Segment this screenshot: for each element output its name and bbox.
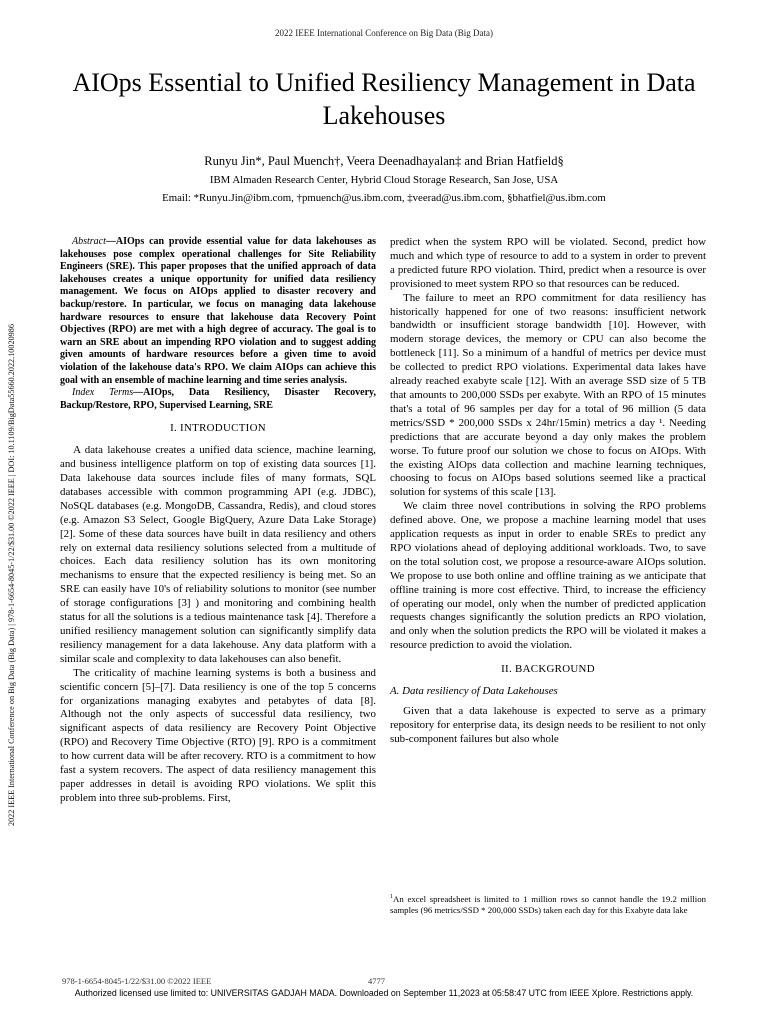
copyright-footer: 978-1-6654-8045-1/22/$31.00 ©2022 IEEE bbox=[62, 976, 212, 986]
right-column bbox=[390, 236, 706, 747]
subsection-heading-data-resiliency: A. Data resiliency of Data Lakehouses bbox=[390, 685, 558, 698]
footnote-text: An excel spreadsheet is limited to 1 million rows so cannot handle the 19.2 million samples (96 metrics/SSD * 200,000 SSDs) taken each day for this Exabyte data lake bbox=[390, 893, 706, 915]
intro-paragraph-3: predict when the system RPO will be violated. Second, predict how much and which type of resource to add to a system in order to prevent a predicted future RPO violation. Third, predict when a resource is over provisioned to meet system RPO so that resources can be reduced. bbox=[390, 236, 706, 290]
intro-paragraph-2: The criticality of machine learning systems is both a business and scientific concern [5]–[7]. Data resiliency is one of the top 5 concerns for organizations managing exabytes and petabytes of data [8]. Although not the only aspects of successful data resiliency, two significant aspects of data resiliency are Recovery Point Objective (RPO) and Recovery Time Objective (RTO) [9]. RPO is a commitment to how current data will be after recovery. RTO is a commitment to how fast a system recovers. The aspect of data resiliency management this paper addresses in detail is avoiding RPO violations. We split this problem into three sub-problems. First, bbox=[60, 666, 376, 804]
left-column bbox=[60, 236, 376, 806]
author-list: Runyu Jin*, Paul Muench†, Veera Deenadhayalan‡ and Brian Hatfield§ bbox=[204, 154, 564, 168]
affiliation: IBM Almaden Research Center, Hybrid Cloud Storage Research, San Jose, USA bbox=[209, 174, 559, 186]
paper-title: AIOps Essential to Unified Resiliency Management in Data Lakehouses bbox=[72, 68, 696, 130]
footnote-mark: 1 bbox=[390, 894, 393, 900]
conference-header: 2022 IEEE International Conference on Big Data (Big Data) bbox=[275, 28, 493, 38]
index-terms-label: Index Terms bbox=[72, 387, 134, 399]
side-citation-note bbox=[7, 196, 17, 826]
abstract bbox=[60, 236, 376, 387]
email-list: Email: *Runyu.Jin@ibm.com, †pmuench@us.ibm.com, ‡veerad@us.ibm.com, §bhatfiel@us.ibm.com bbox=[162, 192, 606, 204]
abstract-label: Abstract bbox=[72, 236, 106, 247]
footnote bbox=[390, 892, 706, 916]
section-heading-background: II. BACKGROUND bbox=[501, 663, 595, 676]
side-citation-text: 2022 IEEE International Conference on Big Data (Big Data) | 978-1-6654-8045-1/22/$31.00 ©2022 IEEE | DOI: 10.1109/BigData55660.2022.10020986 bbox=[7, 324, 16, 826]
section-heading-introduction: I. INTRODUCTION bbox=[170, 422, 266, 435]
index-terms-text: —AIOps, Data Resiliency, Disaster Recovery, Backup/Restore, RPO, Supervised Learning, SRE bbox=[60, 387, 376, 411]
authorization-notice: Authorized licensed use limited to: UNIVERSITAS GADJAH MADA. Downloaded on September 11,2023 at 05:58:47 UTC from IEEE Xplore. Restrictions apply. bbox=[74, 988, 694, 998]
index-terms bbox=[60, 387, 376, 412]
abstract-text: —AIOps can provide essential value for data lakehouses as lakehouses pose complex operational challenges for Site Reliability Engineers (SRE). This paper proposes that the unified approach of data lakehouses creates a unique opportunity for unified data resiliency management. We focus on AIOps applied to disaster recovery and backup/restore. In particular, we focus on managing data lakehouse hardware resources to ensure that lakehouse data Recovery Point Objectives (RPO) are met with a high degree of accuracy. The goal is to warn an SRE about an impending RPO violation and to suggest adding given amounts of hardware resources before a given time to avoid violation of the lakehouse data's RPO. We claim AIOps can achieve this goal with an ensemble of machine learning and time series analysis. bbox=[60, 236, 376, 386]
page-number: 4777 bbox=[368, 976, 385, 986]
intro-paragraph-4: The failure to meet an RPO commitment for data resiliency has historically happened for one of two reasons: insufficient network bandwidth or insufficient storage bandwidth [10]. However, with modern storage devices, the memory or CPU can also become the bottleneck [11]. So a minimum of a handful of metrics per device must be collected to predict RPO violations. Experimental data lakes have already reached exabyte scale [12]. With an average SSD size of 5 TB that amounts to 200,000 SSDs per exabyte. With an RPO of 15 minutes that's a total of 96 samples per day for a total of 96 million (5 data metrics/SSD * 200,000 SSDs x 24hr/15min) metrics a day ¹. Needing predictions that are accurate beyond a day only makes the problem worse. To future proof our solution we chose to focus on AIOps. With the existing AIOps data collection and machine learning techniques, choosing to focus on AIOps based solutions seemed like a practical solution for systems of this scale [13]. bbox=[390, 291, 706, 499]
intro-paragraph-5: We claim three novel contributions in solving the RPO problems defined above. One, we propose a machine learning model that uses application requests as input in order to enable SREs to predict any RPO violations ahead of deploying additional workloads. Two, to save on the total solution cost, we propose a resource-aware AIOps solution. We propose to use both online and offline training as we anticipate that offline training is more cost effective. Third, to increase the efficiency of operating our model, only when the number of predicted application requests changes significantly the solution predicts an RPO violation, and only when the solution predicts the RPO will be violated it makes a resource prediction to avoid the violation. bbox=[390, 500, 706, 652]
intro-paragraph-1: A data lakehouse creates a unified data science, machine learning, and business intelligence platform on top of existing data sources [1]. Data lakehouse data sources include files of many formats, SQL databases accessible with common programming API (e.g. JDBC), NoSQL databases (e.g. MongoDB, Cassandra, Redis), and cloud stores (e.g. Amazon S3 Select, Google BigQuery, Azure Data Lake Storage) [2]. Some of these data sources have built in data resiliency and others rely on external data resiliency solutions selected from a multitude of choices. Each data resiliency solution has its own monitoring mechanisms to ensure that the expected resiliency is being met. So an SRE can easily have 10's of reliability solutions to monitor (see number of storage configurations [3] ) and monitoring and combining health status for all the solutions is a tedious maintenance task [4]. Therefore a unified resiliency management solution can significantly simplify data resiliency management for a data lakehouse. Any data platform with a similar scale and complexity to data lakehouses can also benefit. bbox=[60, 444, 376, 665]
background-paragraph-1: Given that a data lakehouse is expected to serve as a primary repository for enterprise data, its design needs to be resilient to not only sub-component failures but also whole bbox=[390, 705, 706, 745]
